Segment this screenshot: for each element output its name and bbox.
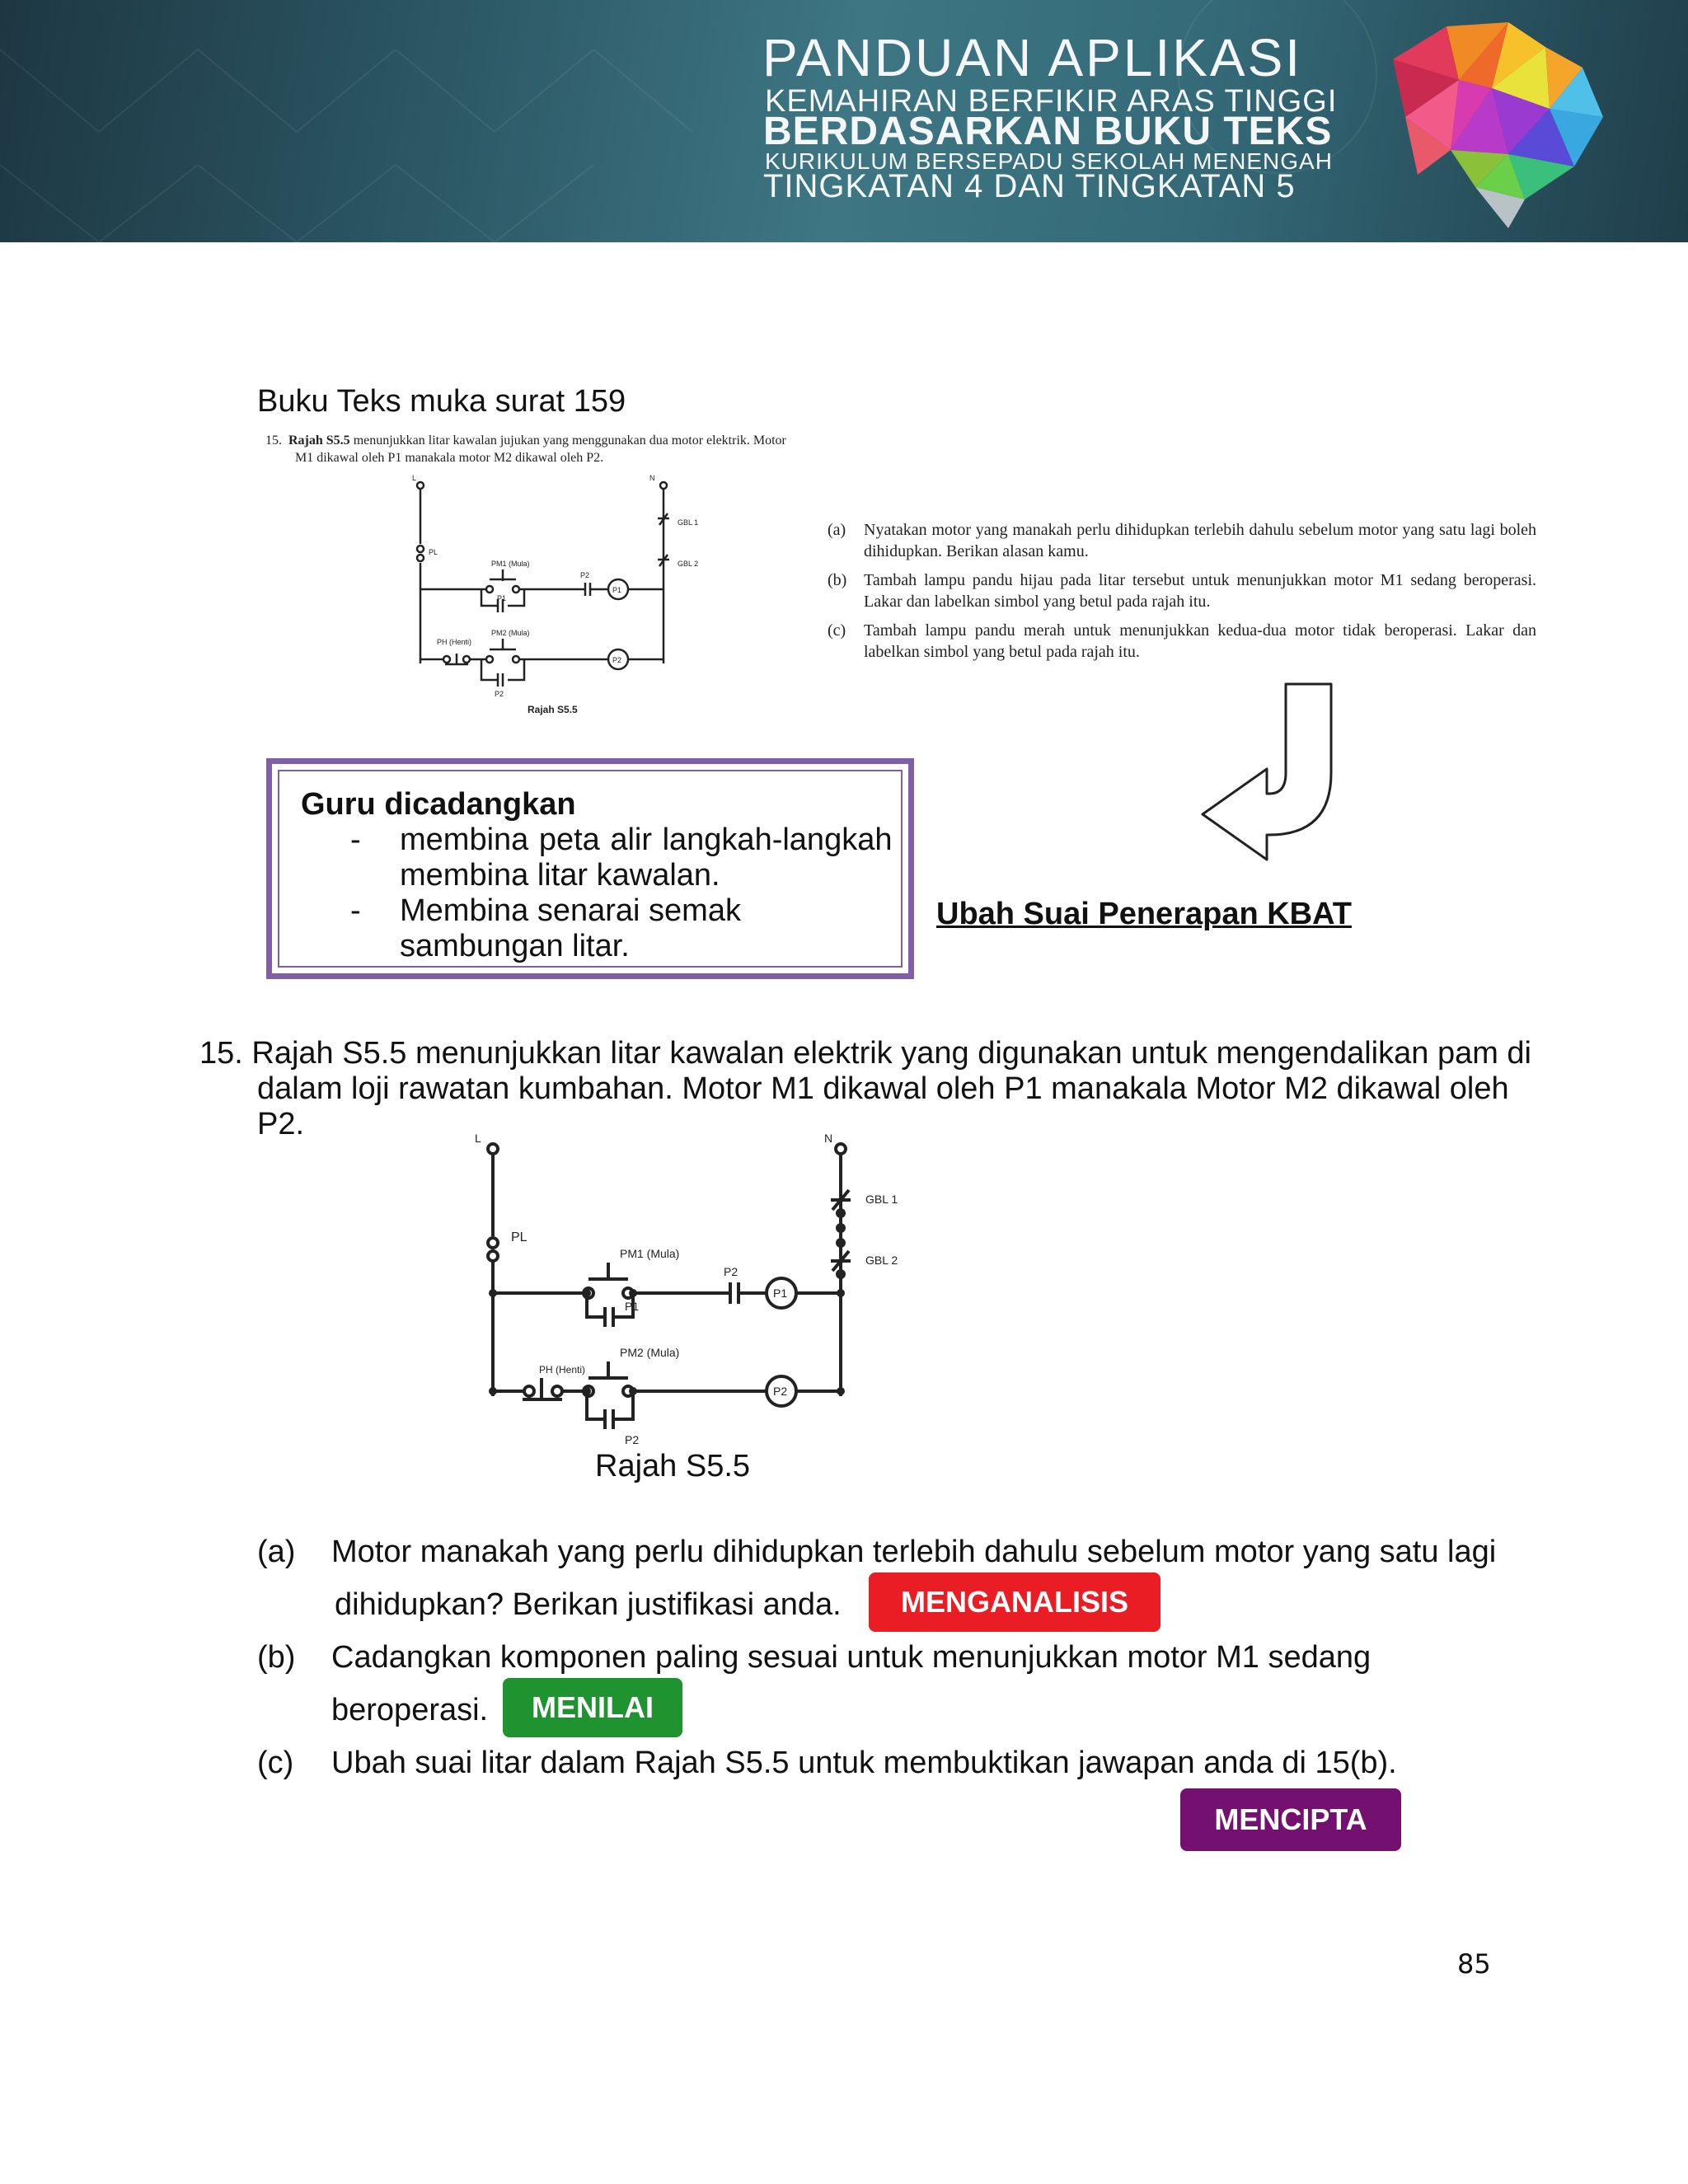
label-p1-contact: P1 [625,1300,640,1313]
label-ph: PH (Henti) [539,1364,586,1376]
textbook-part-c-line1: Tambah lampu pandu merah untuk menunjukkan kedua-dua motor tidak beroperasi. [864,621,1457,640]
textbook-part-c-label: (c) [828,621,846,640]
small-label-p1-contact: P1 [497,594,507,602]
small-label-p2-motor: P2 [612,656,622,664]
textbook-part-b-line2: beroperasi. Lakar dan labelkan simbol yang betul pada rajah itu. [864,571,1536,611]
label-PL: PL [511,1230,528,1244]
menganalisis-badge: MENGANALISIS [869,1572,1160,1632]
small-caption: Rajah S5.5 [528,704,578,715]
banner-subtitle-2: BERDASARKAN BUKU TEKS [763,110,1333,153]
label-p2-hold: P2 [625,1433,640,1446]
part-b-line1: Cadangkan komponen paling sesuai untuk menunjukkan motor M1 sedang [331,1640,1372,1675]
textbook-part-a-line1: Nyatakan motor yang manakah perlu dihidupkan terlebih dahulu sebelum motor yang [864,521,1435,539]
small-label-L: L [412,474,417,482]
part-b-line2: beroperasi. [331,1693,489,1727]
textbook-part-c [828,620,1536,663]
textbook-q-line2: M1 dikawal oleh P1 manakala motor M2 dikawal oleh P2. [295,451,604,465]
teacher-suggestion-box [266,758,914,979]
textbook-part-b-label: (b) [828,571,847,589]
textbook-question [265,432,786,466]
bullet-1-line2: membina litar kawalan. [400,858,720,893]
question-line-3: P2. [257,1107,305,1141]
label-p2-motor: P2 [773,1385,788,1398]
small-label-p1-motor: P1 [612,586,622,594]
question-line-1: 15. Rajah S5.5 menunjukkan litar kawalan elektrik yang digunakan untuk mengendalikan pam di [199,1036,1532,1071]
figure-caption: Rajah S5.5 [595,1449,751,1483]
part-a-label: (a) [257,1535,296,1569]
part-a-line1: Motor manakah yang perlu dihidupkan terlebih dahulu sebelum motor yang satu lagi [331,1535,1497,1569]
label-L: L [475,1132,481,1145]
part-c-label: (c) [257,1746,294,1780]
part-b-label: (b) [257,1640,296,1675]
small-label-gbl2: GBL 2 [678,560,699,568]
label-pm1: PM1 (Mula) [620,1247,680,1260]
brain-logo [1368,10,1615,232]
textbook-q-bold: Rajah S5.5 [288,434,350,448]
part-a-line2: dihidupkan? Berikan justifikasi anda. [335,1587,842,1622]
textbook-reference: Buku Teks muka surat 159 [257,384,626,419]
textbook-part-c-line2: Lakar dan labelkan simbol yang betul pada rajah itu. [864,621,1536,661]
textbook-q-line1: menunjukkan litar kawalan jujukan yang menggunakan dua motor elektrik. Motor [353,434,786,448]
textbook-part-a-label: (a) [828,521,846,539]
small-label-pm2: PM2 (Mula) [491,629,530,637]
small-label-gbl1: GBL 1 [678,518,699,527]
bullet-dash-2: - [350,893,361,928]
textbook-q-number: 15. [265,434,282,448]
textbook-parts [828,519,1536,663]
mencipta-badge: MENCIPTA [1180,1788,1401,1851]
banner-subtitle-4: TINGKATAN 4 DAN TINGKATAN 5 [763,168,1296,204]
label-gbl1: GBL 1 [865,1193,898,1206]
small-label-N: N [649,474,655,482]
header-banner [0,0,1688,242]
label-p1-motor: P1 [773,1286,788,1300]
question-line-2: dalam loji rawatan kumbahan. Motor M1 dikawal oleh P1 manakala Motor M2 dikawal oleh [257,1071,1509,1106]
label-p2-contact: P2 [724,1265,738,1278]
label-pm2: PM2 (Mula) [620,1346,680,1359]
small-label-pm1: PM1 (Mula) [491,560,530,568]
label-gbl2: GBL 2 [865,1254,898,1267]
banner-title: PANDUAN APLIKASI [762,28,1303,87]
textbook-part-a [828,519,1536,562]
textbook-part-b-line1: Tambah lampu pandu hijau pada litar tersebut untuk menunjukkan motor M1 sedang [864,571,1456,589]
small-label-p2-hold: P2 [495,690,504,698]
teacher-box-title: Guru dicadangkan [301,787,576,822]
curved-arrow-icon [1199,682,1348,864]
bullet-2-line1: Membina senarai semak [400,893,741,928]
textbook-part-a-line2: satu lagi boleh dihidupkan. Berikan alasan kamu. [864,521,1537,560]
small-label-ph: PH (Henti) [437,638,472,646]
ubah-suai-heading: Ubah Suai Penerapan KBAT [936,897,1352,931]
bullet-2-line2: sambungan litar. [400,929,630,963]
textbook-part-b [828,569,1536,612]
bullet-1-line1: membina peta alir langkah-langkah [400,823,893,857]
page-number: 85 [1457,1948,1491,1980]
circuit-diagram [462,1131,923,1457]
small-label-p2-contact: P2 [580,571,590,579]
menilai-badge: MENILAI [503,1678,682,1737]
textbook-circuit-diagram [404,474,699,717]
bullet-dash-1: - [350,823,361,857]
part-c-line1: Ubah suai litar dalam Rajah S5.5 untuk membuktikan jawapan anda di 15(b). [331,1746,1397,1780]
small-label-PL: PL [429,548,438,556]
banner-subtitle-1: KEMAHIRAN BERFIKIR ARAS TINGGI [765,84,1338,119]
banner-subtitle-3: KURIKULUM BERSEPADU SEKOLAH MENENGAH [765,148,1333,174]
label-N: N [824,1132,833,1145]
